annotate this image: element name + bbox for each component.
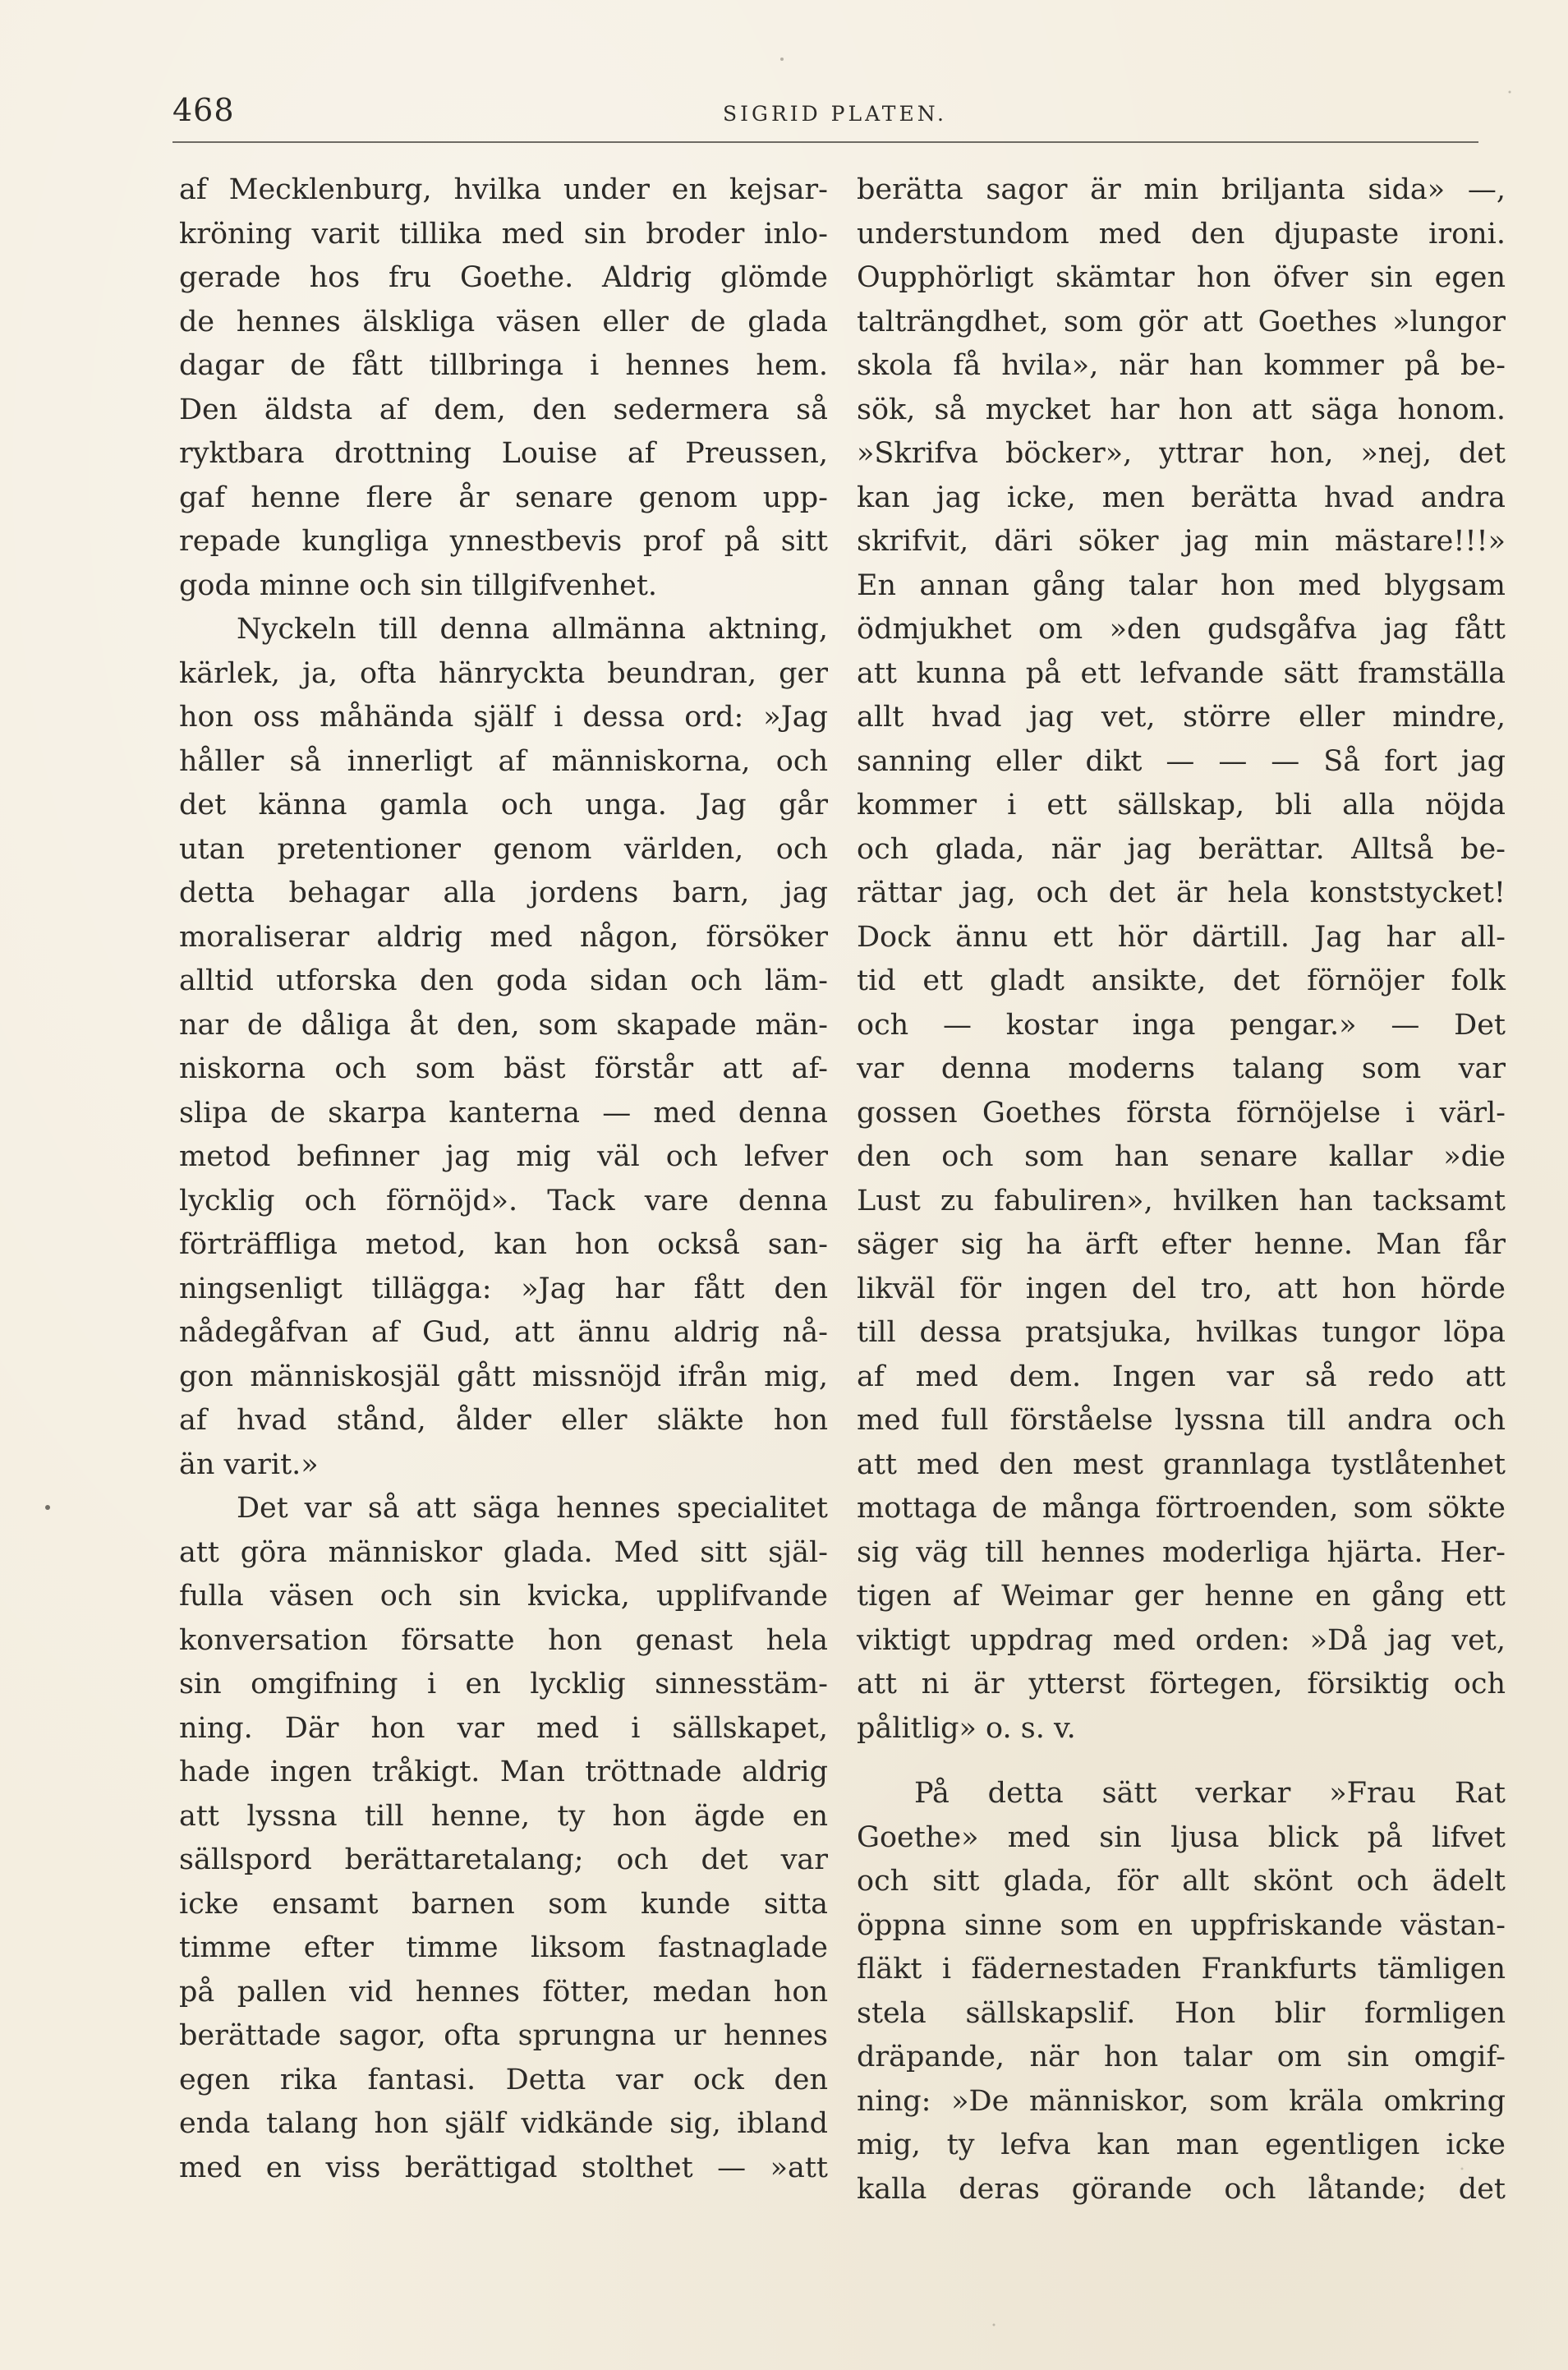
text-line: gerade hos fru Goethe. Aldrig glömde	[179, 261, 828, 294]
text-line: kröning varit tillika med sin broder inlo-	[179, 217, 828, 251]
text-line: ödmjukhet om »den gudsgåfva jag fått	[857, 613, 1506, 646]
text-line: den och som han senare kallar »die	[857, 1140, 1506, 1173]
text-line: ryktbara drottning Louise af Preussen,	[179, 437, 828, 470]
text-line: berätta sagor är min briljanta sida» —,	[857, 173, 1506, 206]
text-line: dräpande, när hon talar om sin omgif-	[857, 2041, 1506, 2073]
text-line: egen rika fantasi. Detta var ock den	[179, 2063, 828, 2096]
text-line: än varit.»	[179, 1447, 319, 1481]
text-line: Lust zu fabuliren», hvilken han tacksamt	[857, 1184, 1506, 1217]
text-line: sök, så mycket har hon att säga honom.	[857, 393, 1506, 426]
text-line: alltid utforska den goda sidan och läm-	[179, 964, 828, 997]
text-line: niskorna och som bäst förstår att af-	[179, 1052, 828, 1085]
text-line: »Skrifva böcker», yttrar hon, »nej, det	[857, 437, 1506, 470]
text-line: skola få hvila», när han kommer på be-	[857, 349, 1506, 382]
text-line: gaf henne flere år senare genom upp-	[179, 481, 828, 514]
text-line: af hvad stånd, ålder eller släkte hon	[179, 1404, 828, 1437]
text-line: viktigt uppdrag med orden: »Då jag vet,	[857, 1623, 1506, 1657]
text-line: Oupphörligt skämtar hon öfver sin egen	[857, 261, 1506, 294]
text-line: att lyssna till henne, ty hon ägde en	[179, 1799, 828, 1833]
text-line: Dock ännu ett hör därtill. Jag har all-	[857, 920, 1506, 954]
text-line: och glada, när jag berättar. Alltså be-	[857, 832, 1506, 866]
text-line: sanning eller dikt — — — Så fort jag	[857, 744, 1506, 778]
text-line: nådegåfvan af Gud, att ännu aldrig nå-	[179, 1316, 828, 1349]
text-line: hon oss måhända själf i dessa ord: »Jag	[179, 701, 828, 734]
text-line: metod befinner jag mig väl och lefver	[179, 1140, 828, 1173]
text-line: timme efter timme liksom fastnaglade	[179, 1931, 828, 1964]
text-line: att ni är ytterst förtegen, försiktig och	[857, 1668, 1506, 1700]
text-line: att kunna på ett lefvande sätt framställa	[857, 656, 1506, 690]
text-line: goda minne och sin tillgifvenhet.	[179, 568, 658, 602]
text-line: talträngdhet, som gör att Goethes »lungor	[857, 305, 1506, 338]
text-line: sin omgifning i en lycklig sinnesstäm-	[179, 1668, 828, 1700]
header-rule	[172, 141, 1478, 143]
text-line: med full förståelse lyssna till andra och	[857, 1404, 1506, 1437]
text-line: lycklig och förnöjd». Tack vare denna	[179, 1184, 828, 1217]
text-line: och sitt glada, för allt skönt och ädelt	[857, 1865, 1506, 1898]
text-line: skrifvit, däri söker jag min mästare!!!»	[857, 525, 1506, 558]
text-line: sällspord berättaretalang; och det var	[179, 1843, 828, 1876]
text-line: fläkt i fädernestaden Frankfurts tämligen	[857, 1953, 1506, 1986]
text-line: moraliserar aldrig med någon, försöker	[179, 920, 828, 954]
text-line: de hennes älskliga väsen eller de glada	[179, 305, 828, 338]
text-line: med en viss berättigad stolthet — »att	[179, 2151, 828, 2184]
running-head: SIGRID PLATEN.	[723, 102, 947, 126]
text-line: tigen af Weimar ger henne en gång ett	[857, 1580, 1506, 1613]
text-line: Goethe» med sin ljusa blick på lifvet	[857, 1820, 1506, 1854]
text-line: af Mecklenburg, hvilka under en kejsar-	[179, 173, 828, 206]
text-line: säger sig ha ärft efter henne. Man får	[857, 1228, 1506, 1261]
text-line: likväl för ingen del tro, att hon hörde	[857, 1272, 1506, 1305]
text-line: utan pretentioner genom världen, och	[179, 832, 828, 866]
text-line: att göra människor glada. Med sitt själ-	[179, 1535, 828, 1569]
text-line: öppna sinne som en uppfriskande västan-	[857, 1908, 1506, 1942]
text-line: på pallen vid hennes fötter, medan hon	[179, 1975, 828, 2009]
left-text-column	[179, 168, 828, 2190]
text-line: fulla väsen och sin kvicka, upplifvande	[179, 1580, 828, 1613]
text-line: gon människosjäl gått missnöjd ifrån mig,	[179, 1360, 828, 1393]
text-line: till dessa pratsjuka, hvilkas tungor löpa	[857, 1316, 1506, 1349]
text-line: af med dem. Ingen var så redo att	[857, 1360, 1506, 1393]
text-line: rättar jag, och det är hela konststycket!	[857, 877, 1506, 909]
text-line: konversation försatte hon genast hela	[179, 1623, 828, 1657]
text-line: ning: »De människor, som kräla omkring	[857, 2084, 1506, 2118]
text-line: att med den mest grannlaga tystlåtenhet	[857, 1447, 1506, 1481]
text-line: håller så innerligt af människorna, och	[179, 744, 828, 778]
text-line: allt hvad jag vet, större eller mindre,	[857, 701, 1506, 734]
text-line: slipa de skarpa kanterna — med denna	[179, 1096, 828, 1130]
text-line: Den äldsta af dem, den sedermera så	[179, 393, 828, 426]
text-line: stela sällskapslif. Hon blir formligen	[857, 1996, 1506, 2030]
text-line: dagar de fått tillbringa i hennes hem.	[179, 349, 828, 382]
text-line: ningsenligt tillägga: »Jag har fått den	[179, 1272, 828, 1305]
text-line: hade ingen tråkigt. Man tröttnade aldrig	[179, 1756, 828, 1788]
right-text-column	[857, 168, 1506, 2211]
text-line: detta behagar alla jordens barn, jag	[179, 877, 828, 909]
page-number: 468	[172, 92, 235, 128]
text-line: kommer i ett sällskap, bli alla nöjda	[857, 789, 1506, 821]
text-line: Det var så att säga hennes specialitet	[237, 1492, 828, 1525]
text-line: gossen Goethes första förnöjelse i värl-	[857, 1096, 1506, 1130]
text-line: ning. Där hon var med i sällskapet,	[179, 1711, 828, 1745]
text-line: kärlek, ja, ofta hänryckta beundran, ger	[179, 656, 828, 690]
text-line: mig, ty lefva kan man egentligen icke	[857, 2128, 1506, 2161]
text-line: det känna gamla och unga. Jag går	[179, 789, 828, 821]
text-line: nar de dåliga åt den, som skapade män-	[179, 1008, 828, 1042]
page-header	[172, 92, 1478, 141]
text-line: var denna moderns talang som var	[857, 1052, 1506, 1085]
text-line: berättade sagor, ofta sprungna ur hennes	[179, 2019, 828, 2052]
text-line: kalla deras görande och låtande; det	[857, 2172, 1506, 2206]
text-line: förträffliga metod, kan hon också san-	[179, 1228, 828, 1261]
text-line: kan jag icke, men berätta hvad andra	[857, 481, 1506, 514]
text-line: tid ett gladt ansikte, det förnöjer folk	[857, 964, 1506, 997]
text-line: En annan gång talar hon med blygsam	[857, 568, 1506, 602]
text-line: icke ensamt barnen som kunde sitta	[179, 1887, 828, 1921]
text-line: understundom med den djupaste ironi.	[857, 217, 1506, 251]
text-line: repade kungliga ynnestbevis prof på sitt	[179, 525, 828, 558]
text-line: mottaga de många förtroenden, som sökte	[857, 1492, 1506, 1525]
text-line: sig väg till hennes moderliga hjärta. Her-	[857, 1535, 1506, 1569]
text-line: pålitlig» o. s. v.	[857, 1711, 1076, 1745]
text-line: och — kostar inga pengar.» — Det	[857, 1008, 1506, 1042]
text-line: På detta sätt verkar »Frau Rat	[914, 1777, 1506, 1810]
text-line: Nyckeln till denna allmänna aktning,	[237, 613, 828, 646]
text-line: enda talang hon själf vidkände sig, ibland	[179, 2107, 828, 2140]
